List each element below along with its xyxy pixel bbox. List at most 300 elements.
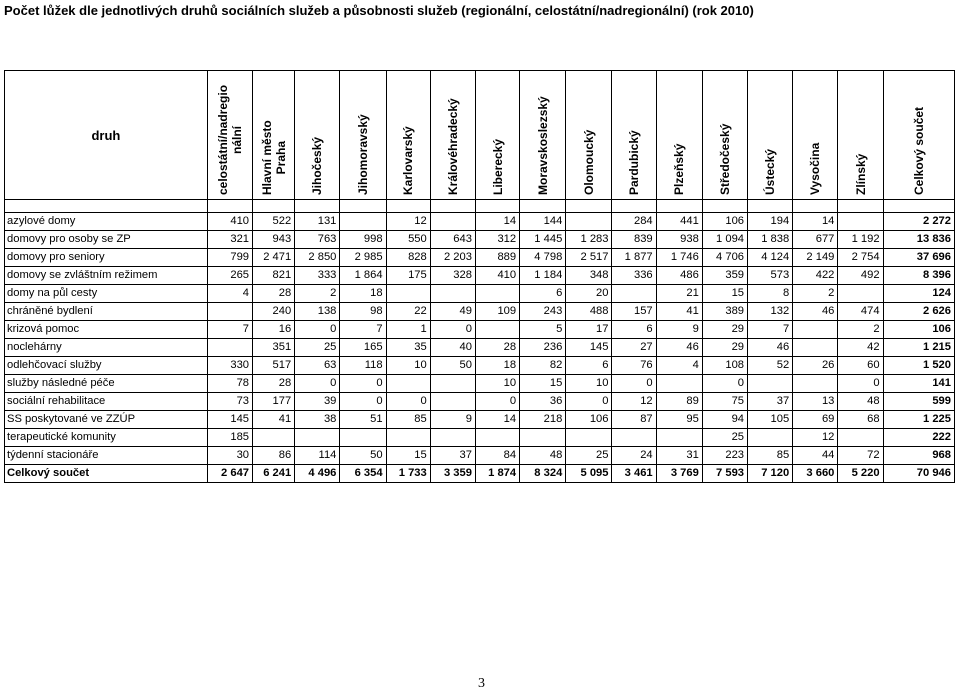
table-cell: 28 <box>253 375 295 393</box>
table-cell: 17 <box>566 321 612 339</box>
table-cell: 336 <box>612 267 656 285</box>
table-cell: 39 <box>295 393 340 411</box>
table-cell: 284 <box>612 213 656 231</box>
table-cell <box>793 375 838 393</box>
column-header-label: Jihomoravský <box>355 114 370 195</box>
table-cell: 312 <box>475 231 519 249</box>
table-cell: 14 <box>793 213 838 231</box>
column-header-label: Jihočeský <box>310 136 325 195</box>
table-cell: 114 <box>295 447 340 465</box>
table-cell: 14 <box>475 213 519 231</box>
table-cell: 28 <box>253 285 295 303</box>
table-cell: 9 <box>656 321 702 339</box>
column-header <box>386 71 430 200</box>
table-cell: 2 850 <box>295 249 340 267</box>
table-cell: 157 <box>612 303 656 321</box>
table-cell: 389 <box>702 303 747 321</box>
table-cell <box>386 375 430 393</box>
column-header <box>295 71 340 200</box>
table-cell: 938 <box>656 231 702 249</box>
table-cell: 105 <box>748 411 793 429</box>
table-cell: 50 <box>340 447 386 465</box>
table-cell: 25 <box>702 429 747 447</box>
table-cell: 12 <box>793 429 838 447</box>
table-cell: 1 <box>386 321 430 339</box>
table-cell: 2 149 <box>793 249 838 267</box>
table-cell: 2 647 <box>207 465 252 483</box>
table-row <box>5 357 955 375</box>
table-cell: 175 <box>386 267 430 285</box>
beds-table <box>4 70 955 483</box>
table-cell: 0 <box>838 375 883 393</box>
table-cell: 124 <box>883 285 954 303</box>
column-header-label: Praha <box>273 140 288 175</box>
table-row <box>5 321 955 339</box>
table-cell: 0 <box>295 321 340 339</box>
table-cell: 492 <box>838 267 883 285</box>
row-label: noclehárny <box>5 339 208 357</box>
table-cell: 7 120 <box>748 465 793 483</box>
table-cell: 76 <box>612 357 656 375</box>
table-cell: 517 <box>253 357 295 375</box>
table-cell: 141 <box>883 375 954 393</box>
table-cell: 69 <box>793 411 838 429</box>
table-cell: 2 272 <box>883 213 954 231</box>
column-header-label: Karlovarský <box>401 126 416 195</box>
table-row <box>5 393 955 411</box>
table-cell: 0 <box>475 393 519 411</box>
table-cell: 348 <box>566 267 612 285</box>
table-row <box>5 231 955 249</box>
table-cell <box>612 429 656 447</box>
table-cell <box>748 375 793 393</box>
column-header <box>656 71 702 200</box>
table-cell: 1 838 <box>748 231 793 249</box>
table-cell <box>566 429 612 447</box>
table-cell: 2 <box>838 321 883 339</box>
table-cell: 330 <box>207 357 252 375</box>
table-cell <box>793 321 838 339</box>
table-cell: 46 <box>656 339 702 357</box>
table-cell: 41 <box>656 303 702 321</box>
table-cell: 20 <box>566 285 612 303</box>
table-cell: 24 <box>612 447 656 465</box>
table-cell: 145 <box>566 339 612 357</box>
table-cell <box>475 285 519 303</box>
table-cell: 1 874 <box>475 465 519 483</box>
table-cell: 48 <box>838 393 883 411</box>
table-cell: 223 <box>702 447 747 465</box>
table-cell: 10 <box>475 375 519 393</box>
table-cell: 1 864 <box>340 267 386 285</box>
table-cell: 1 094 <box>702 231 747 249</box>
table-cell <box>748 429 793 447</box>
column-header-label: Plzeňský <box>672 143 687 195</box>
table-cell: 3 359 <box>430 465 475 483</box>
table-row <box>5 267 955 285</box>
table-cell: 106 <box>702 213 747 231</box>
table-cell: 106 <box>883 321 954 339</box>
table-cell: 889 <box>475 249 519 267</box>
table-cell: 0 <box>702 375 747 393</box>
table-cell: 2 754 <box>838 249 883 267</box>
table-cell: 98 <box>340 303 386 321</box>
table-cell: 240 <box>253 303 295 321</box>
table-cell: 8 <box>748 285 793 303</box>
table-cell: 15 <box>386 447 430 465</box>
table-cell: 1 520 <box>883 357 954 375</box>
table-cell: 70 946 <box>883 465 954 483</box>
table-cell: 194 <box>748 213 793 231</box>
column-header-label: nální <box>229 125 244 154</box>
table-cell: 2 985 <box>340 249 386 267</box>
table-cell: 1 445 <box>520 231 566 249</box>
table-cell: 441 <box>656 213 702 231</box>
table-cell: 3 660 <box>793 465 838 483</box>
column-header-label: Liberecký <box>490 138 505 195</box>
table-cell: 410 <box>207 213 252 231</box>
table-cell <box>656 375 702 393</box>
table-row <box>5 285 955 303</box>
table-cell: 573 <box>748 267 793 285</box>
table-cell: 95 <box>656 411 702 429</box>
table-cell: 6 <box>520 285 566 303</box>
table-cell: 13 <box>793 393 838 411</box>
table-cell: 0 <box>430 321 475 339</box>
column-header-label: Pardubický <box>627 130 642 195</box>
column-header-label: Zlínský <box>853 153 868 195</box>
table-cell: 222 <box>883 429 954 447</box>
table-row <box>5 429 955 447</box>
table-cell: 3 769 <box>656 465 702 483</box>
table-cell <box>475 321 519 339</box>
table-cell <box>207 303 252 321</box>
table-cell <box>430 213 475 231</box>
table-cell <box>340 213 386 231</box>
column-header <box>475 71 519 200</box>
table-cell: 7 593 <box>702 465 747 483</box>
spacer-row <box>5 200 955 213</box>
table-cell: 177 <box>253 393 295 411</box>
table-cell: 48 <box>520 447 566 465</box>
table-cell: 12 <box>612 393 656 411</box>
table-cell: 943 <box>253 231 295 249</box>
table-cell: 0 <box>295 375 340 393</box>
table-cell <box>430 375 475 393</box>
table-cell: 359 <box>702 267 747 285</box>
table-row <box>5 375 955 393</box>
table-cell: 8 324 <box>520 465 566 483</box>
table-cell: 0 <box>566 393 612 411</box>
table-cell: 2 626 <box>883 303 954 321</box>
table-cell: 46 <box>793 303 838 321</box>
table-row <box>5 303 955 321</box>
column-header-label: Středočeský <box>717 123 732 195</box>
row-label: terapeutické komunity <box>5 429 208 447</box>
row-label: azylové domy <box>5 213 208 231</box>
table-cell: 89 <box>656 393 702 411</box>
table-cell: 6 354 <box>340 465 386 483</box>
table-cell: 677 <box>793 231 838 249</box>
table-cell: 5 220 <box>838 465 883 483</box>
table-cell: 87 <box>612 411 656 429</box>
table-cell: 29 <box>702 339 747 357</box>
table-cell: 1 215 <box>883 339 954 357</box>
table-cell <box>520 429 566 447</box>
table-cell: 72 <box>838 447 883 465</box>
row-label: týdenní stacionáře <box>5 447 208 465</box>
table-cell: 41 <box>253 411 295 429</box>
table-cell: 29 <box>702 321 747 339</box>
table-cell: 18 <box>340 285 386 303</box>
table-cell: 7 <box>207 321 252 339</box>
table-cell: 5 <box>520 321 566 339</box>
table-cell <box>430 393 475 411</box>
table-cell: 12 <box>386 213 430 231</box>
row-label: domy na půl cesty <box>5 285 208 303</box>
table-cell <box>430 285 475 303</box>
table-cell: 243 <box>520 303 566 321</box>
table-cell: 9 <box>430 411 475 429</box>
table-cell: 839 <box>612 231 656 249</box>
row-label: Celkový součet <box>5 465 208 483</box>
table-cell <box>386 429 430 447</box>
table-cell: 46 <box>748 339 793 357</box>
table-cell: 106 <box>566 411 612 429</box>
column-header <box>612 71 656 200</box>
table-cell: 68 <box>838 411 883 429</box>
column-header <box>520 71 566 200</box>
table-cell: 0 <box>386 393 430 411</box>
table-cell: 94 <box>702 411 747 429</box>
table-row <box>5 249 955 267</box>
table-cell: 73 <box>207 393 252 411</box>
table-cell: 1 192 <box>838 231 883 249</box>
table-cell <box>430 429 475 447</box>
table-cell: 108 <box>702 357 747 375</box>
table-cell: 968 <box>883 447 954 465</box>
table-cell: 2 <box>793 285 838 303</box>
table-cell: 4 706 <box>702 249 747 267</box>
table-cell: 643 <box>430 231 475 249</box>
table-cell: 218 <box>520 411 566 429</box>
header-druh: druh <box>5 71 208 200</box>
table-cell: 321 <box>207 231 252 249</box>
table-cell: 25 <box>295 339 340 357</box>
table-cell: 550 <box>386 231 430 249</box>
table-cell: 0 <box>340 375 386 393</box>
table-cell <box>340 429 386 447</box>
table-cell: 40 <box>430 339 475 357</box>
table-cell: 26 <box>793 357 838 375</box>
table-cell: 37 696 <box>883 249 954 267</box>
column-header-label: celostátní/nadregio <box>215 84 230 195</box>
column-header-label: Celkový součet <box>911 106 926 195</box>
table-cell: 522 <box>253 213 295 231</box>
table-cell: 10 <box>566 375 612 393</box>
table-cell: 599 <box>883 393 954 411</box>
table-cell: 86 <box>253 447 295 465</box>
table-cell: 49 <box>430 303 475 321</box>
table-cell <box>207 339 252 357</box>
column-header <box>566 71 612 200</box>
table-cell: 14 <box>475 411 519 429</box>
row-label: domovy pro osoby se ZP <box>5 231 208 249</box>
table-row <box>5 213 955 231</box>
row-label: služby následné péče <box>5 375 208 393</box>
table-cell: 799 <box>207 249 252 267</box>
table-cell: 84 <box>475 447 519 465</box>
table-cell: 165 <box>340 339 386 357</box>
column-header <box>340 71 386 200</box>
column-header <box>207 71 252 200</box>
column-header-label: Vysočina <box>808 142 823 195</box>
table-cell: 25 <box>566 447 612 465</box>
table-cell: 998 <box>340 231 386 249</box>
page-number: 3 <box>478 676 485 691</box>
table-cell: 28 <box>475 339 519 357</box>
row-label: krizová pomoc <box>5 321 208 339</box>
table-cell: 82 <box>520 357 566 375</box>
table-cell <box>295 429 340 447</box>
row-label: sociální rehabilitace <box>5 393 208 411</box>
table-cell: 0 <box>612 375 656 393</box>
column-header <box>702 71 747 200</box>
table-row <box>5 447 955 465</box>
table-cell: 8 396 <box>883 267 954 285</box>
table-row <box>5 411 955 429</box>
table-cell: 63 <box>295 357 340 375</box>
column-header <box>883 71 954 200</box>
table-cell: 37 <box>430 447 475 465</box>
table-cell: 410 <box>475 267 519 285</box>
row-label: domovy se zvláštním režimem <box>5 267 208 285</box>
table-cell: 1 225 <box>883 411 954 429</box>
table-cell: 2 <box>295 285 340 303</box>
table-row <box>5 339 955 357</box>
column-header-label: Ústecký <box>763 148 778 195</box>
table-cell: 5 095 <box>566 465 612 483</box>
row-label: chráněné bydlení <box>5 303 208 321</box>
table-cell: 51 <box>340 411 386 429</box>
table-cell: 132 <box>748 303 793 321</box>
total-row <box>5 465 955 483</box>
table-cell: 265 <box>207 267 252 285</box>
table-cell: 1 184 <box>520 267 566 285</box>
table-cell <box>656 429 702 447</box>
table-cell: 422 <box>793 267 838 285</box>
table-cell: 1 733 <box>386 465 430 483</box>
table-cell: 1 283 <box>566 231 612 249</box>
table-cell: 145 <box>207 411 252 429</box>
table-cell: 38 <box>295 411 340 429</box>
table-cell: 333 <box>295 267 340 285</box>
table-cell <box>566 213 612 231</box>
column-header <box>253 71 295 200</box>
table-cell: 6 <box>612 321 656 339</box>
table-cell: 821 <box>253 267 295 285</box>
table-cell: 474 <box>838 303 883 321</box>
table-cell: 0 <box>340 393 386 411</box>
column-header <box>793 71 838 200</box>
column-header <box>430 71 475 200</box>
table-cell: 4 <box>656 357 702 375</box>
table-cell: 6 241 <box>253 465 295 483</box>
table-cell: 4 798 <box>520 249 566 267</box>
table-cell: 6 <box>566 357 612 375</box>
table-cell: 3 461 <box>612 465 656 483</box>
table-cell: 10 <box>386 357 430 375</box>
table-cell: 7 <box>748 321 793 339</box>
table-cell: 2 517 <box>566 249 612 267</box>
table-cell: 328 <box>430 267 475 285</box>
table-cell: 50 <box>430 357 475 375</box>
table-cell: 109 <box>475 303 519 321</box>
table-cell: 27 <box>612 339 656 357</box>
table-cell: 1 877 <box>612 249 656 267</box>
table-cell: 763 <box>295 231 340 249</box>
table-cell: 7 <box>340 321 386 339</box>
column-header-label: Hlavní město <box>259 120 274 195</box>
column-header <box>838 71 883 200</box>
table-cell: 486 <box>656 267 702 285</box>
table-cell: 15 <box>702 285 747 303</box>
table-cell: 18 <box>475 357 519 375</box>
table-cell: 828 <box>386 249 430 267</box>
table-cell: 16 <box>253 321 295 339</box>
table-cell <box>838 429 883 447</box>
table-cell: 118 <box>340 357 386 375</box>
table-cell: 31 <box>656 447 702 465</box>
table-cell: 2 203 <box>430 249 475 267</box>
table-cell: 85 <box>748 447 793 465</box>
table-cell <box>793 339 838 357</box>
table-cell: 185 <box>207 429 252 447</box>
table-cell: 75 <box>702 393 747 411</box>
table-cell <box>475 429 519 447</box>
table-cell: 4 124 <box>748 249 793 267</box>
row-label: odlehčovací služby <box>5 357 208 375</box>
table-cell: 236 <box>520 339 566 357</box>
table-cell: 85 <box>386 411 430 429</box>
table-cell: 351 <box>253 339 295 357</box>
table-cell <box>253 429 295 447</box>
table-cell: 2 471 <box>253 249 295 267</box>
table-cell: 138 <box>295 303 340 321</box>
column-header <box>748 71 793 200</box>
table-cell <box>838 285 883 303</box>
table-cell: 52 <box>748 357 793 375</box>
column-header-label: Královéhradecký <box>445 98 460 195</box>
table-header-row <box>5 71 955 200</box>
table-cell: 36 <box>520 393 566 411</box>
table-cell: 22 <box>386 303 430 321</box>
row-label: domovy pro seniory <box>5 249 208 267</box>
table-cell: 42 <box>838 339 883 357</box>
table-cell: 131 <box>295 213 340 231</box>
column-header-label: Olomoucký <box>581 129 596 195</box>
row-label: SS poskytované ve ZZÚP <box>5 411 208 429</box>
table-cell: 78 <box>207 375 252 393</box>
table-cell: 30 <box>207 447 252 465</box>
table-cell: 144 <box>520 213 566 231</box>
table-cell: 4 <box>207 285 252 303</box>
table-cell: 4 496 <box>295 465 340 483</box>
table-cell: 15 <box>520 375 566 393</box>
table-cell <box>612 285 656 303</box>
table-cell: 21 <box>656 285 702 303</box>
table-cell: 60 <box>838 357 883 375</box>
